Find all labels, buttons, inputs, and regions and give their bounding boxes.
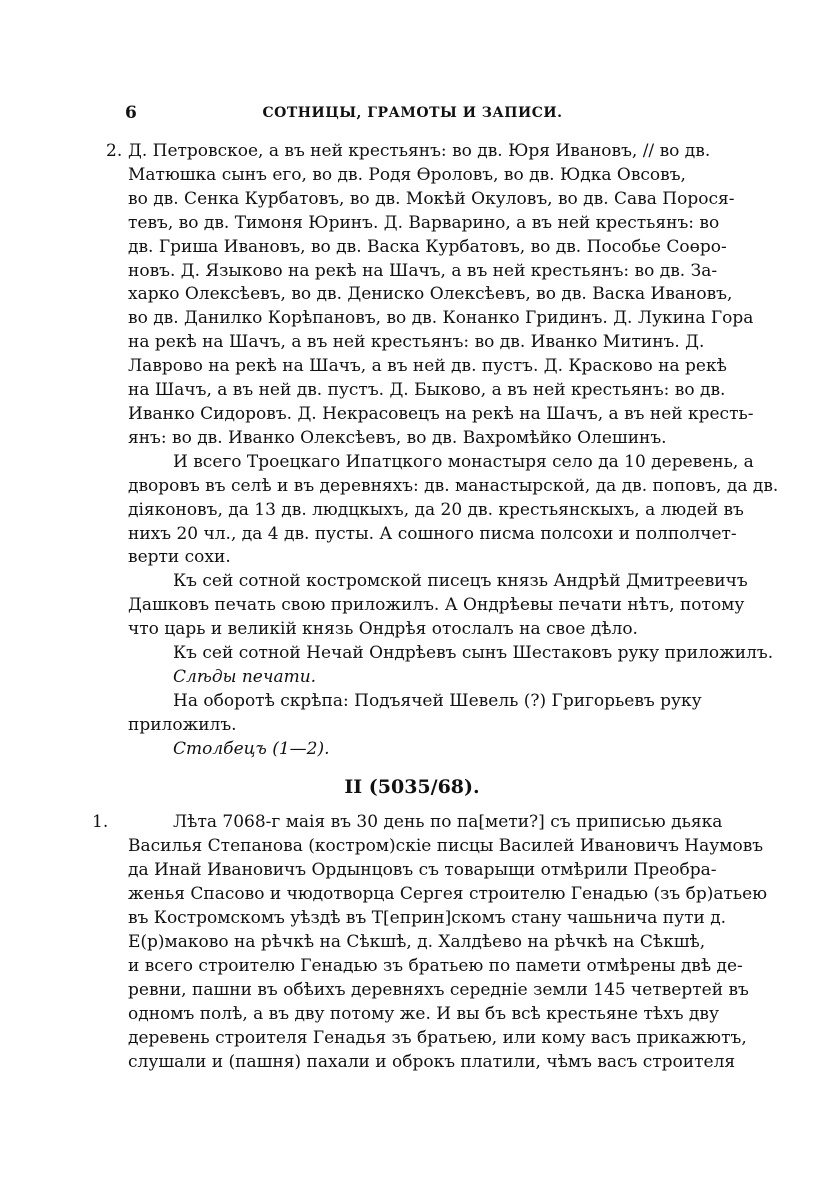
text-line: Лаврово на рекѣ на Шачъ, а въ ней дв. пустъ. Д. Красково на рекѣ	[128, 356, 727, 377]
text-line: женья Спасово и чюдотворца Сергея строителю Генадью (зъ бр)атьею	[128, 884, 768, 905]
text-line: янъ: во дв. Иванко Олексѣевъ, во дв. Вахромѣйко Олешинъ.	[128, 427, 667, 448]
text-line: Д. Петровское, а въ ней крестьянъ: во дв. Юря Ивановъ, // во дв.	[128, 141, 711, 161]
entry-2	[106, 140, 754, 451]
text-line: въ Костромскомъ уѣздѣ въ Т[еприн]скомъ стану чашьнича пути д.	[128, 908, 727, 929]
page-number: 6	[125, 103, 137, 123]
scroll-reference: Столбецъ (1—2).	[173, 738, 330, 759]
text-line: И всего Троецкаго Ипатцкого монастыря село да 10 деревень, а	[173, 451, 754, 472]
text-line: харко Олексѣевъ, во дв. Дениско Олексѣевъ, во дв. Васка Ивановъ,	[128, 284, 733, 305]
entry-1	[92, 811, 768, 1074]
section-heading: II (5035/68).	[344, 775, 480, 798]
text-line: Матюшка сынъ его, во дв. Родя Ѳроловъ, во дв. Юдка Овсовъ,	[128, 164, 686, 185]
reverse-note	[128, 690, 702, 738]
text-line: слушали и (пашня) пахали и оброкъ платили, чѣмъ васъ строителя	[128, 1051, 736, 1072]
summary-paragraph	[128, 451, 779, 571]
running-title: СОТНИЦЫ, ГРАМОТЫ И ЗАПИСИ.	[262, 105, 563, 121]
text-line: на Шачъ, а въ ней дв. пустъ. Д. Быково, а въ ней крестьянъ: во дв.	[128, 380, 726, 401]
text-line: Е(р)маково на рѣчкѣ на Сѣкшѣ, д. Халдѣево на рѣчкѣ на Сѣкшѣ,	[128, 932, 706, 952]
text-line: что царь и великій князь Ондрѣя отослалъ на свое дѣло.	[128, 619, 638, 640]
text-line: верти сохи.	[128, 547, 231, 568]
text-line: деревень строителя Генадья зъ братьею, или кому васъ прикажютъ,	[128, 1027, 747, 1048]
seal-paragraph	[128, 570, 748, 642]
text-line: да Инай Ивановичъ Ордынцовъ съ товарыщи отмѣрили Преобра-	[128, 860, 717, 881]
text-line: во дв. Данилко Корѣпановъ, во дв. Конанко Гридинъ. Д. Лукина Гора	[128, 308, 754, 329]
text-line: дв. Гриша Ивановъ, во дв. Васка Курбатовъ, во дв. Пособье Соөро-	[128, 236, 727, 257]
text-line: Иванко Сидоровъ. Д. Некрасовецъ на рекѣ на Шачъ, а въ ней кресть-	[128, 403, 754, 424]
seal-traces-note: Слѣды печати.	[173, 666, 317, 687]
text-line: на рекѣ на Шачъ, а въ ней крестьянъ: во дв. Иванко Митинъ. Д.	[128, 332, 705, 353]
body-text	[92, 140, 779, 1074]
text-line: ревни, пашни въ обѣихъ деревняхъ середніе земли 145 четвертей въ	[128, 979, 749, 1000]
text-line: одномъ полѣ, а въ дву потому же. И вы бъ всѣ крестьяне тѣхъ дву	[128, 1003, 719, 1024]
text-line: новъ. Д. Языково на рекѣ на Шачъ, а въ ней крестьянъ: во дв. За-	[128, 260, 718, 281]
text-line: тевъ, во дв. Тимоня Юринъ. Д. Варварино, а въ ней крестьянъ: во	[128, 212, 720, 233]
text-line: и всего строителю Генадью зъ братьею по памети отмѣрены двѣ де-	[128, 955, 743, 976]
text-line: во дв. Сенка Курбатовъ, во дв. Мокѣй Окуловъ, во дв. Сава Порося-	[128, 188, 735, 209]
text-line: Василья Степанова (костром)скіе писцы Василей Ивановичъ Наумовъ	[128, 836, 764, 857]
text-line: дворовъ въ селѣ и въ деревняхъ: дв. манастырской, да дв. поповъ, да дв.	[128, 475, 779, 496]
entry-number: 2.	[106, 141, 123, 161]
text-line: Лѣта 7068-г маія въ 30 день по па[мети?] съ приписью дьяка	[173, 812, 723, 833]
text-line: На оборотѣ скрѣпа: Подъячей Шевель (?) Григорьевъ руку	[173, 690, 702, 711]
page-header	[125, 103, 700, 127]
text-line: Къ сей сотной костромской писецъ князь Андрѣй Дмитреевичъ	[173, 571, 748, 592]
entry-number: 1.	[92, 812, 109, 833]
signature-line: Къ сей сотной Нечай Ондрѣевъ сынъ Шестаковъ руку приложилъ.	[173, 643, 774, 664]
text-line: Дашковъ печать свою приложилъ. А Ондрѣевы печати нѣтъ, потому	[128, 595, 745, 616]
text-line: приложилъ.	[128, 714, 237, 735]
text-line: діяконовъ, да 13 дв. людцкыхъ, да 20 дв. крестьянскыхъ, а людей въ	[128, 499, 744, 520]
text-line: нихъ 20 чл., да 4 дв. пусты. А сошногo писма полсохи и полполчет-	[128, 523, 737, 544]
